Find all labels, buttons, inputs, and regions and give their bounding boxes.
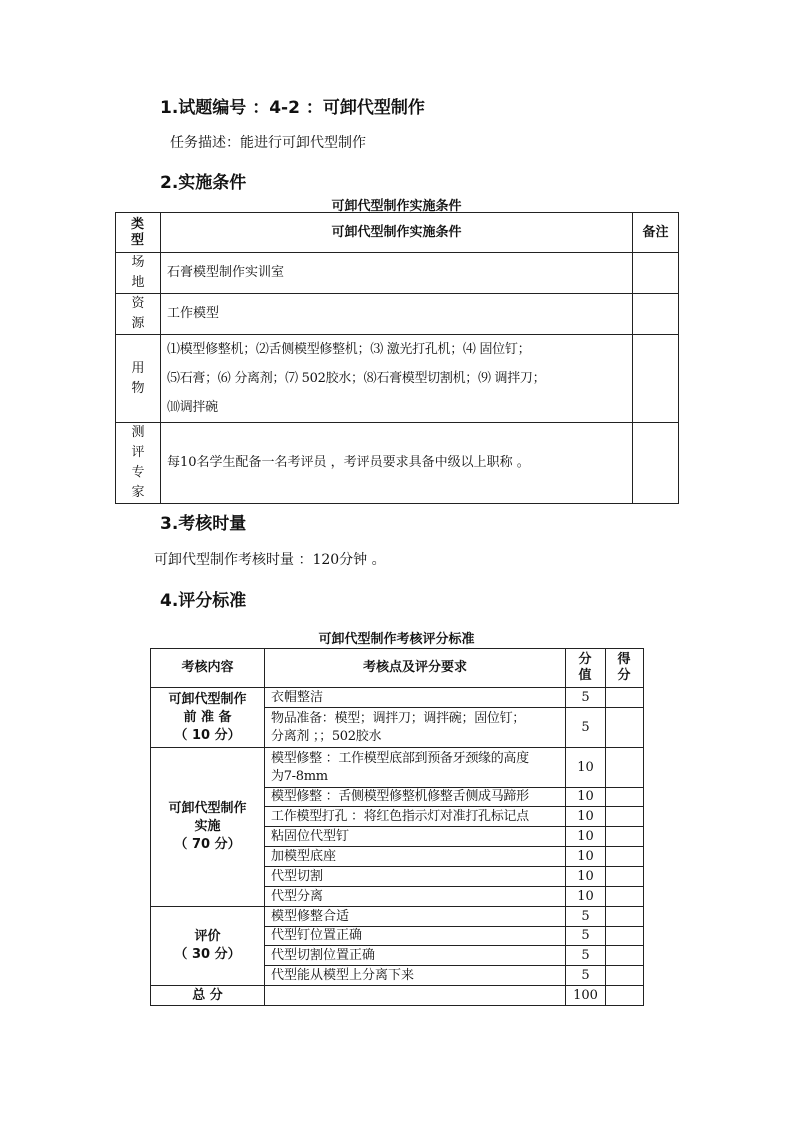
criteria-line: 模型修整 ：工作模型底部到预备牙颈缘的高度 bbox=[271, 750, 529, 766]
group-label bbox=[151, 907, 265, 986]
row-note bbox=[633, 253, 679, 294]
score-cell: 5 bbox=[566, 966, 606, 986]
section1-heading: 1.试题编号 ：4-2 ：可卸代型制作 bbox=[160, 98, 425, 118]
group-label bbox=[151, 688, 265, 748]
header-type: 类型 bbox=[116, 213, 161, 253]
task-description: 任务描述：能进行可卸代型制作 bbox=[170, 135, 366, 151]
group-label-line: （ 10 分） bbox=[174, 727, 241, 743]
score-cell: 10 bbox=[566, 867, 606, 887]
got-cell bbox=[606, 927, 644, 946]
row-type: 用物 bbox=[116, 335, 161, 423]
criteria-cell: 代型能从模型上分离下来 bbox=[265, 966, 566, 986]
criteria-cell bbox=[265, 708, 566, 748]
score-cell: 5 bbox=[566, 708, 606, 748]
row-content: 每10名学生配备一名考评员 ，考评员要求具备中级以上职称 。 bbox=[161, 423, 633, 504]
row-content: 石膏模型制作实训室 bbox=[161, 253, 633, 294]
row-note bbox=[633, 423, 679, 504]
header-content: 考核内容 bbox=[151, 649, 265, 688]
group-label bbox=[151, 748, 265, 907]
got-cell bbox=[606, 867, 644, 887]
scoring-table-caption: 可卸代型制作考核评分标准 bbox=[318, 632, 475, 647]
table-row bbox=[116, 335, 679, 423]
group-label-line: 前 准 备 bbox=[183, 709, 232, 725]
conditions-table-caption: 可卸代型制作实施条件 bbox=[331, 199, 462, 214]
got-cell bbox=[606, 907, 644, 927]
table-header-row bbox=[116, 213, 679, 253]
tools-line: ⑴模型修整机；⑵舌侧模型修整机；⑶ 激光打孔机；⑷ 固位钉； bbox=[167, 341, 531, 357]
score-cell: 5 bbox=[566, 946, 606, 966]
criteria-cell: 代型钉位置正确 bbox=[265, 927, 566, 946]
score-cell: 5 bbox=[566, 907, 606, 927]
table-row bbox=[116, 423, 679, 504]
conditions-table bbox=[115, 212, 679, 504]
got-cell bbox=[606, 748, 644, 788]
score-cell: 10 bbox=[566, 788, 606, 807]
header-got: 得分 bbox=[606, 649, 644, 688]
row-type: 场地 bbox=[116, 253, 161, 294]
got-cell bbox=[606, 946, 644, 966]
got-cell bbox=[606, 788, 644, 807]
criteria-line: 为7-8mm bbox=[271, 768, 328, 784]
header-notes: 备注 bbox=[633, 213, 679, 253]
total-got-cell bbox=[606, 986, 644, 1006]
section3-heading: 3.考核时量 bbox=[160, 514, 247, 534]
table-header-row bbox=[151, 649, 644, 688]
criteria-cell: 代型切割位置正确 bbox=[265, 946, 566, 966]
header-criteria: 考核点及评分要求 bbox=[265, 649, 566, 688]
score-cell: 5 bbox=[566, 688, 606, 708]
criteria-cell: 粘固位代型钉 bbox=[265, 827, 566, 847]
header-score: 分值 bbox=[566, 649, 606, 688]
got-cell bbox=[606, 827, 644, 847]
table-row bbox=[151, 748, 644, 788]
got-cell bbox=[606, 887, 644, 907]
group-label-line: 可卸代型制作 bbox=[168, 691, 247, 707]
criteria-cell bbox=[265, 748, 566, 788]
score-cell: 10 bbox=[566, 887, 606, 907]
criteria-cell: 工作模型打孔 ：将红色指示灯对准打孔标记点 bbox=[265, 807, 566, 827]
score-cell: 10 bbox=[566, 827, 606, 847]
row-type: 资源 bbox=[116, 294, 161, 335]
criteria-line: 分离剂 ；；502胶水 bbox=[271, 728, 382, 744]
section4-heading: 4.评分标准 bbox=[160, 591, 247, 611]
got-cell bbox=[606, 847, 644, 867]
score-cell: 5 bbox=[566, 927, 606, 946]
criteria-cell: 代型切割 bbox=[265, 867, 566, 887]
total-score: 100 bbox=[566, 986, 606, 1006]
group-label-line: （ 30 分） bbox=[174, 947, 241, 962]
tools-line: ⑸石膏；⑹ 分离剂；⑺ 502胶水；⑻石膏模型切割机；⑼ 调拌刀； bbox=[167, 370, 546, 386]
row-type: 测评专家 bbox=[116, 423, 161, 504]
table-row bbox=[151, 907, 644, 927]
row-content-tools bbox=[161, 335, 633, 423]
header-conditions: 可卸代型制作实施条件 bbox=[161, 213, 633, 253]
table-row bbox=[116, 253, 679, 294]
score-cell: 10 bbox=[566, 807, 606, 827]
total-label: 总 分 bbox=[151, 986, 265, 1006]
got-cell bbox=[606, 688, 644, 708]
total-criteria-cell bbox=[265, 986, 566, 1006]
row-note bbox=[633, 335, 679, 423]
got-cell bbox=[606, 708, 644, 748]
tools-line: ⑽调拌碗 bbox=[167, 399, 218, 415]
got-cell bbox=[606, 807, 644, 827]
table-row bbox=[116, 294, 679, 335]
group-label-line: （ 70 分） bbox=[174, 837, 241, 852]
group-label-line: 可卸代型制作 bbox=[168, 801, 247, 816]
criteria-cell: 加模型底座 bbox=[265, 847, 566, 867]
row-note bbox=[633, 294, 679, 335]
row-content: 工作模型 bbox=[161, 294, 633, 335]
table-row bbox=[151, 688, 644, 708]
scoring-table bbox=[150, 648, 644, 1006]
got-cell bbox=[606, 966, 644, 986]
criteria-line: 物品准备：模型；调拌刀；调拌碗；固位钉； bbox=[271, 710, 526, 726]
criteria-cell: 模型修整 ：舌侧模型修整机修整舌侧成马蹄形 bbox=[265, 788, 566, 807]
duration-text: 可卸代型制作考核时量 ：120分钟 。 bbox=[154, 552, 386, 568]
score-cell: 10 bbox=[566, 847, 606, 867]
group-label-line: 评价 bbox=[194, 929, 221, 944]
score-cell: 10 bbox=[566, 748, 606, 788]
section2-heading: 2.实施条件 bbox=[160, 173, 247, 193]
total-row bbox=[151, 986, 644, 1006]
criteria-cell: 代型分离 bbox=[265, 887, 566, 907]
criteria-cell: 衣帽整洁 bbox=[265, 688, 566, 708]
criteria-cell: 模型修整合适 bbox=[265, 907, 566, 927]
group-label-line: 实施 bbox=[194, 819, 221, 834]
